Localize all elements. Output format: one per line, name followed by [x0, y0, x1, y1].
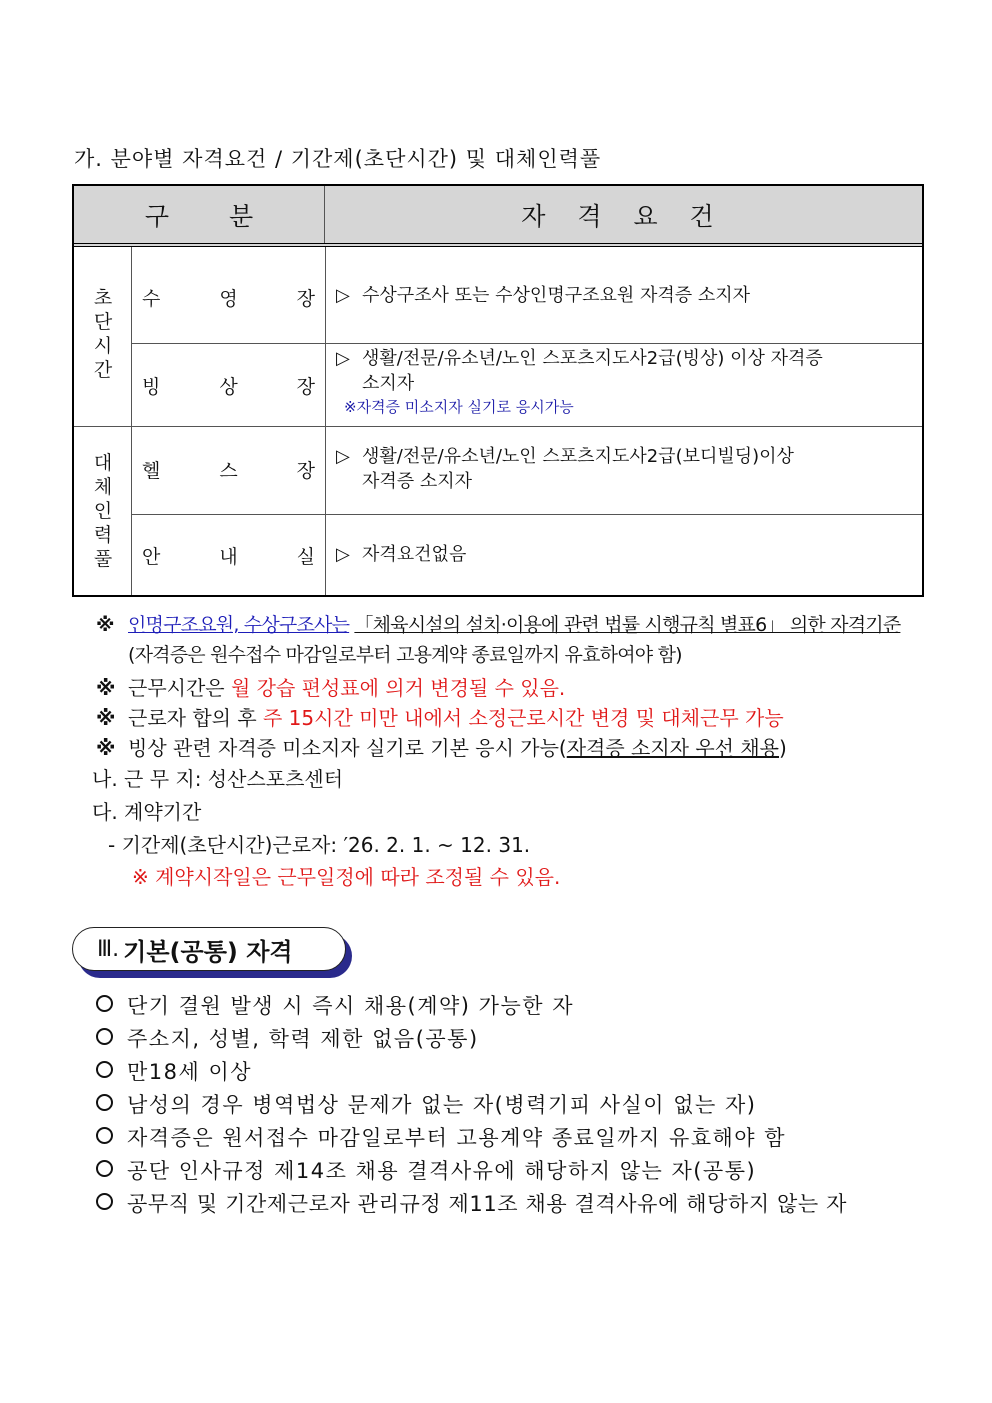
list-item: 단기 결원 발생 시 즉시 채용(계약) 가능한 자 — [96, 990, 574, 1020]
section-a-title: 가. 분야별 자격요건 / 기간제(초단시간) 및 대체인력풀 — [74, 147, 602, 171]
section-b-workplace: 나. 근 무 지: 성산스포츠센터 — [92, 767, 344, 791]
header-requirement: 자 격 요 건 — [521, 201, 726, 231]
note-3: ※ 근로자 합의 후 주 15시간 미만 내에서 소정근로시간 변경 및 대체근무 가능 — [96, 706, 784, 730]
section-c-contract-period: 다. 계약기간 — [92, 800, 202, 824]
note-1-line2: (자격증은 원수접수 마감일로부터 고용계약 종료일까지 유효하여야 함) — [128, 644, 682, 666]
contract-note: ※ 계약시작일은 근무일정에 따라 조정될 수 있음. — [132, 865, 561, 889]
list-item: 자격증은 원서접수 마감일로부터 고용계약 종료일까지 유효해야 함 — [96, 1122, 786, 1152]
list-item: 만18세 이상 — [96, 1056, 252, 1086]
requirement-ice-rink: ▷ 생활/전문/유소년/노인 스포츠지도사2급(빙상) 이상 자격증 소지자 ※자격증 미소지자 실기로 응시가능 — [336, 346, 916, 418]
note-2: ※ 근무시간은 월 강습 편성표에 의거 변경될 수 있음. — [96, 676, 566, 700]
note-1: ※ 인명구조요원, 수상구조사는 「체육시설의 설치·이용에 관련 법률 시행규칙 별표6」 의한 자격기준 — [96, 614, 901, 636]
circle-bullet-icon — [96, 1028, 113, 1045]
triangle-icon: ▷ — [336, 348, 350, 369]
circle-bullet-icon — [96, 1127, 113, 1144]
triangle-icon: ▷ — [336, 544, 350, 565]
facility-gym: 헬 스 장 — [142, 459, 315, 482]
requirement-info-desk: ▷ 자격요건없음 — [336, 544, 467, 565]
divider — [131, 343, 922, 344]
requirement-pool: ▷ 수상구조사 또는 수상인명구조요원 자격증 소지자 — [336, 285, 751, 306]
note-4: ※ 빙상 관련 자격증 미소지자 실기로 기본 응시 가능(자격증 소지자 우선 채용) — [96, 736, 787, 760]
list-item: 공무직 및 기간제근로자 관리규정 제11조 채용 결격사유에 해당하지 않는 자 — [96, 1188, 847, 1218]
table-header — [74, 186, 922, 247]
requirement-gym: ▷ 생활/전문/유소년/노인 스포츠지도사2급(보디빌딩)이상 자격증 소지자 — [336, 446, 794, 492]
facility-ice-rink: 빙 상 장 — [142, 375, 315, 398]
list-item: 공단 인사규정 제14조 채용 결격사유에 해당하지 않는 자(공통) — [96, 1155, 756, 1185]
contract-period-line: - 기간제(초단시간)근로자: ′26. 2. 1. ~ 12. 31. — [108, 833, 531, 857]
circle-bullet-icon — [96, 1160, 113, 1177]
facility-info-desk: 안 내 실 — [142, 545, 315, 568]
circle-bullet-icon — [96, 995, 113, 1012]
section-3-badge — [72, 927, 350, 973]
circle-bullet-icon — [96, 1061, 113, 1078]
group-label-substitute-pool: 대 체 인 력 풀 — [93, 451, 113, 570]
facility-pool: 수 영 장 — [142, 287, 315, 310]
divider — [325, 247, 326, 595]
divider — [74, 426, 922, 427]
triangle-icon: ▷ — [336, 285, 350, 306]
group-label-short-time: 초 단 시 간 — [93, 287, 113, 381]
header-category: 구 분 — [74, 186, 325, 243]
list-item: 주소지, 성별, 학력 제한 없음(공통) — [96, 1023, 479, 1053]
circle-bullet-icon — [96, 1094, 113, 1111]
badge-label: Ⅲ. 기본(공통) 자격 — [72, 927, 346, 971]
qualification-table — [72, 184, 924, 597]
list-item: 남성의 경우 병역법상 문제가 없는 자(병력기피 사실이 없는 자) — [96, 1089, 756, 1119]
divider — [131, 514, 922, 515]
requirement-note: ※자격증 미소지자 실기로 응시가능 — [344, 398, 574, 416]
circle-bullet-icon — [96, 1193, 113, 1210]
triangle-icon: ▷ — [336, 446, 350, 467]
